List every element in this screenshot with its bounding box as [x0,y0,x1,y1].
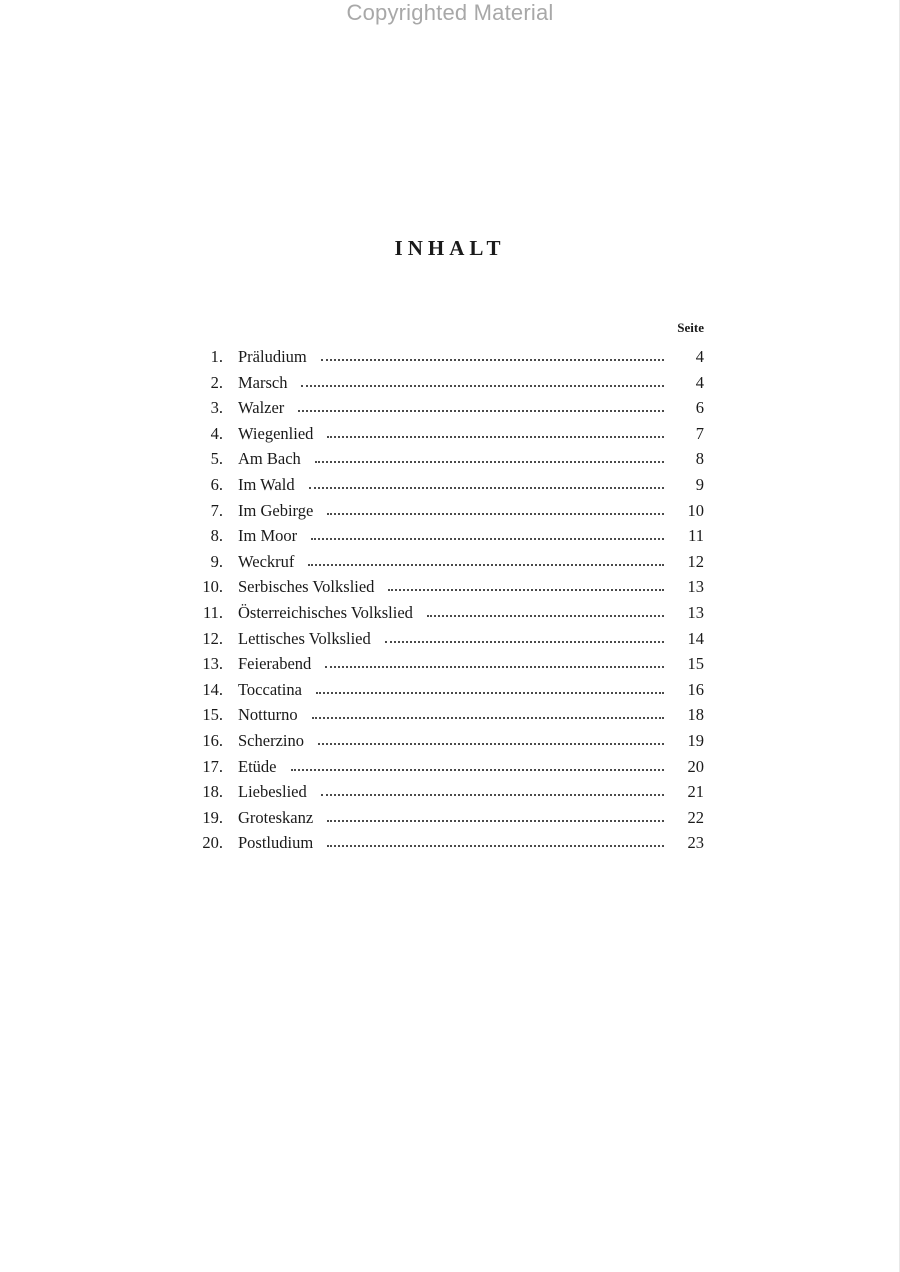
dot-leader [312,716,664,719]
toc-entry [196,424,704,450]
toc-entry-title: Scherzino [238,730,304,750]
toc-entry-title: Präludium [238,347,307,366]
toc-entry-page-number: 12 [687,551,704,571]
toc-entry [196,808,704,834]
toc-entry-number: 2. [210,372,223,392]
toc-entry-page-number: 6 [695,398,704,418]
dot-leader [427,614,664,617]
dot-leader [309,486,664,489]
toc-entry-title: Im Moor [238,526,298,546]
toc-entry-title: Am Bach [238,449,301,469]
toc-entry [196,577,704,603]
toc-entry [196,782,704,808]
toc-entry-title: Walzer [238,398,285,418]
dot-leader [327,435,664,438]
toc-entry-page-number: 4 [695,347,704,366]
toc-entry-title: Wiegenlied [238,423,314,443]
toc-entry-number: 19. [202,807,223,827]
toc-entry [196,629,704,655]
toc-entry-number: 3. [210,398,223,418]
toc-entry-number: 8. [210,526,223,546]
page-title: INHALT [394,236,506,260]
toc-entry [196,475,704,501]
toc-entry-title: Im Gebirge [238,500,314,520]
dot-leader [327,512,664,515]
toc-entry-page-number: 14 [687,628,704,648]
dot-leader [316,691,664,694]
toc-entry [196,833,704,859]
toc-entry-title: Marsch [238,372,288,392]
toc-entry [196,347,704,373]
toc-entry-page-number: 18 [687,705,704,725]
toc-entry-number: 13. [202,654,223,674]
toc-entry-title: Feierabend [238,654,312,674]
toc-entry-page-number: 10 [687,500,704,520]
toc-entry-page-number: 19 [687,730,704,750]
toc-entry-number: 7. [210,500,223,520]
toc-entry-title: Im Wald [238,474,295,494]
dot-leader [315,460,664,463]
copyright-watermark: Copyrighted Material [346,0,554,25]
toc-entry-number: 17. [202,756,223,776]
toc-entry-page-number: 13 [687,602,704,622]
toc-entry-page-number: 8 [695,449,704,469]
toc-entry-title: Serbisches Volkslied [238,577,375,597]
toc-entry-title: Weckruf [238,551,295,571]
toc-entry-page-number: 7 [695,423,704,443]
toc-entry [196,603,704,629]
toc-entry-page-number: 21 [687,782,704,802]
toc-entry [196,526,704,552]
toc-entry-page-number: 20 [687,756,704,776]
toc-entry-title: Toccatina [238,679,302,699]
dot-leader [327,844,664,847]
dot-leader [311,537,664,540]
toc-entry [196,501,704,527]
table-of-contents [196,347,704,859]
toc-entry-page-number: 9 [695,474,704,494]
page-column-header: Seite [677,320,704,335]
toc-entry-title: Postludium [238,833,314,853]
dot-leader [321,358,664,361]
toc-entry [196,757,704,783]
toc-entry-number: 6. [210,474,223,494]
dot-leader [385,640,664,643]
toc-entry-number: 5. [210,449,223,469]
toc-entry [196,680,704,706]
toc-entry-page-number: 11 [688,526,704,546]
toc-entry-title: Groteskanz [238,807,314,827]
dot-leader [325,665,664,668]
dot-leader [318,742,664,745]
toc-entry-page-number: 13 [687,577,704,597]
toc-entry-number: 16. [202,730,223,750]
toc-entry [196,373,704,399]
toc-entry-page-number: 4 [695,372,704,392]
toc-entry-number: 1. [210,347,223,366]
toc-entry [196,552,704,578]
dot-leader [301,384,664,387]
toc-entry-page-number: 15 [687,654,704,674]
dot-leader [291,768,665,771]
toc-entry-title: Österreichisches Volkslied [238,602,413,622]
toc-entry [196,654,704,680]
toc-entry-number: 15. [202,705,223,725]
toc-entry-number: 11. [202,602,223,622]
dot-leader [308,563,664,566]
toc-entry [196,705,704,731]
toc-entry [196,398,704,424]
dot-leader [327,819,664,822]
toc-entry-number: 18. [202,782,223,802]
toc-entry-number: 20. [202,833,223,853]
toc-entry [196,449,704,475]
dot-leader [298,409,664,412]
toc-entry-number: 14. [202,679,223,699]
toc-entry-title: Lettisches Volkslied [238,628,371,648]
toc-entry-number: 9. [210,551,223,571]
toc-entry-page-number: 22 [687,807,704,827]
toc-entry-title: Notturno [238,705,298,725]
dot-leader [321,793,664,796]
toc-entry-number: 10. [202,577,223,597]
toc-entry-page-number: 16 [687,679,704,699]
toc-entry-title: Liebeslied [238,782,307,802]
toc-entry [196,731,704,757]
toc-entry-page-number: 23 [687,833,704,853]
dot-leader [388,588,664,591]
toc-entry-number: 12. [202,628,223,648]
toc-entry-number: 4. [210,423,223,443]
toc-entry-title: Etüde [238,756,277,776]
